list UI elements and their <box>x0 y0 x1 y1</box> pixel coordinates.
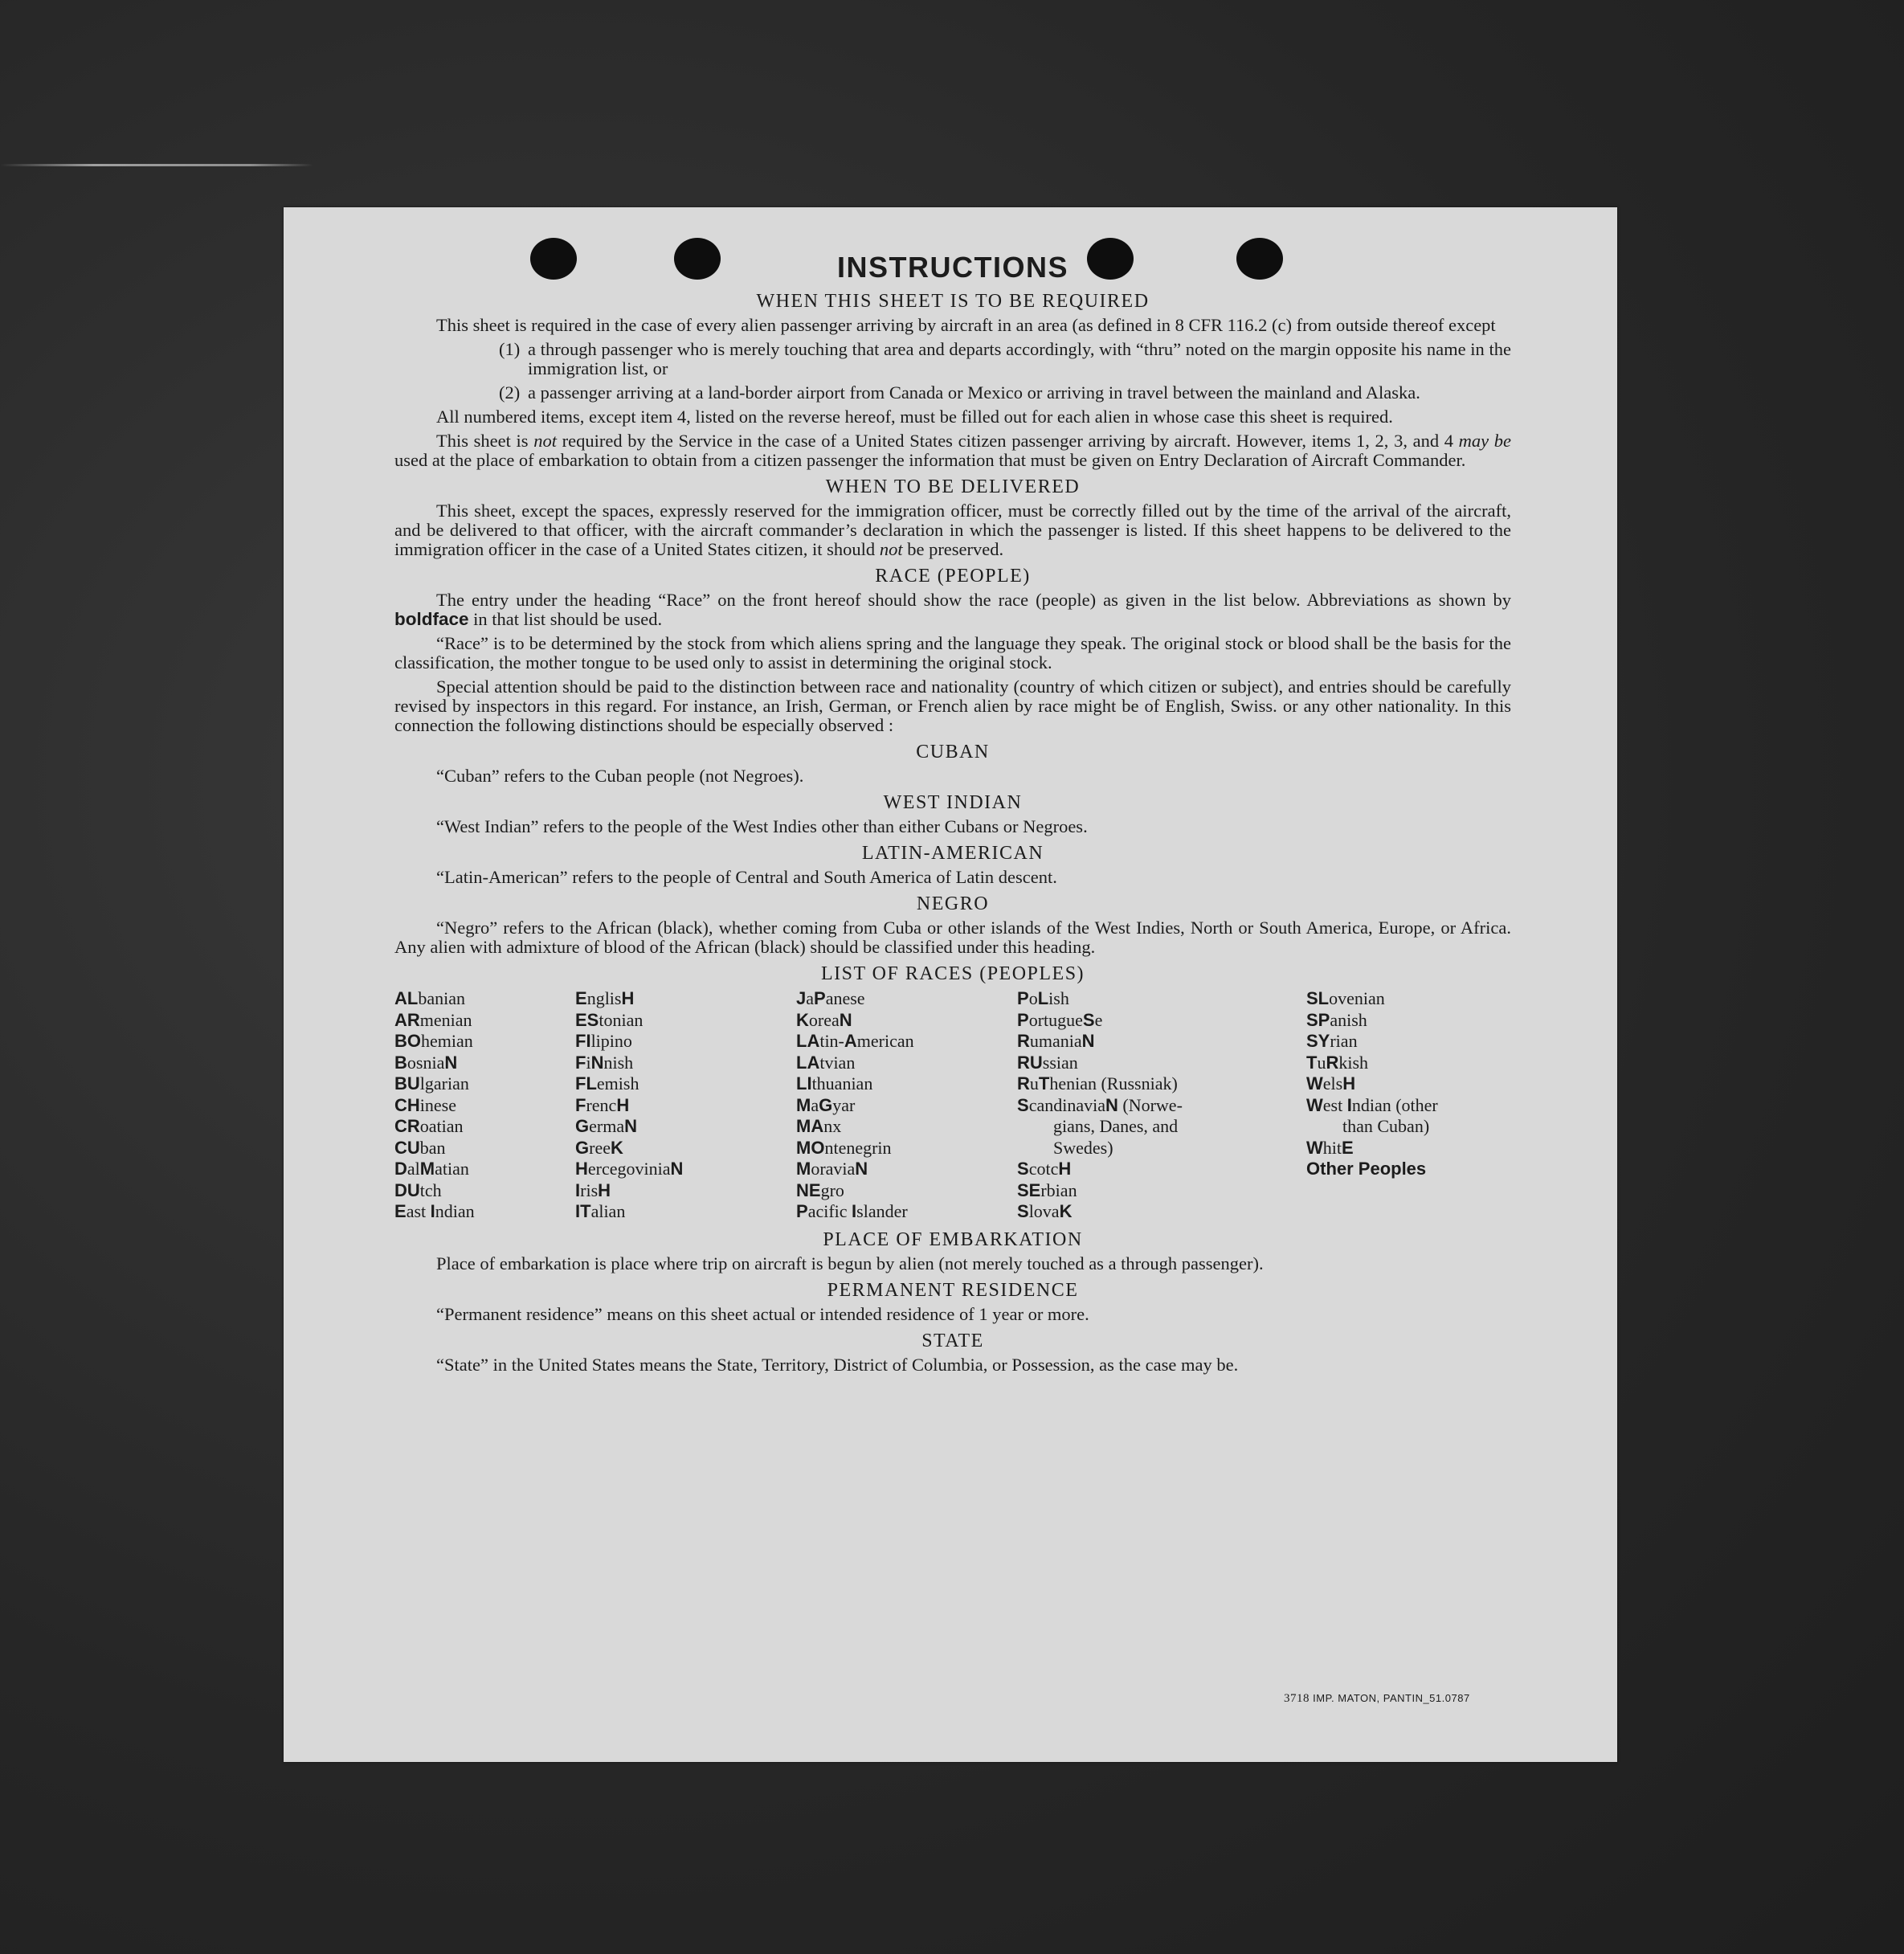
race-text: tonian <box>599 1009 644 1030</box>
race-entry <box>1017 1159 1306 1180</box>
section-heading-latin-american: LATIN-AMERICAN <box>861 843 1044 864</box>
race-text: candinavia <box>1028 1094 1105 1115</box>
race-abbreviation: M <box>796 1159 811 1179</box>
race-abbreviation: N <box>670 1159 684 1179</box>
text-run: be preserved. <box>907 539 1004 559</box>
race-abbreviation: T <box>1306 1052 1318 1073</box>
text-run: used at the place of embarkation to obtain from a citizen passenger the information that must be given on Entry Declaration of Aircraft Commander. <box>394 450 1466 470</box>
race-column <box>575 988 796 1223</box>
paragraph-west-indian: “West Indian” refers to the people of the West Indies other than either Cubans or Negroes. <box>436 816 1088 836</box>
race-entry <box>575 1116 796 1138</box>
race-abbreviation: K <box>796 1009 809 1030</box>
race-text: o <box>1028 988 1038 1008</box>
text-run: This sheet is <box>436 431 529 451</box>
paragraph-latin-american: “Latin-American” refers to the people of Central and South America of Latin descent. <box>436 867 1057 887</box>
race-entry <box>1306 988 1511 1010</box>
emphasis-may-be: may be <box>1458 431 1512 451</box>
printer-imprint: IMP. MATON, PANTIN_51.0787 <box>1313 1692 1470 1704</box>
race-abbreviation: FI <box>575 1031 591 1051</box>
race-text: slander <box>856 1201 908 1221</box>
race-entry <box>796 1180 1017 1202</box>
race-abbreviation: I <box>575 1179 581 1200</box>
race-abbreviation: IT <box>575 1201 591 1221</box>
race-entry <box>394 1010 575 1032</box>
race-abbreviation: CH <box>394 1094 420 1115</box>
race-abbreviation: MO <box>796 1137 825 1158</box>
race-entry <box>1017 1073 1306 1095</box>
race-entry <box>1306 1116 1511 1138</box>
race-text: lova <box>1028 1201 1060 1221</box>
race-entry <box>575 1201 796 1223</box>
race-entry <box>796 1031 1017 1053</box>
race-text: rian <box>1330 1031 1358 1051</box>
race-abbreviation: M <box>796 1094 811 1115</box>
race-entry <box>1017 1201 1306 1223</box>
race-abbreviation: FL <box>575 1073 597 1094</box>
section-heading-race: RACE (PEOPLE) <box>875 566 1031 587</box>
race-text: renc <box>586 1094 617 1115</box>
race-column <box>394 988 575 1223</box>
race-abbreviation: J <box>796 988 807 1008</box>
race-entry <box>796 1138 1017 1159</box>
race-text: rbian <box>1040 1179 1077 1200</box>
race-text: kish <box>1338 1052 1369 1073</box>
section-heading-cuban: CUBAN <box>916 742 990 762</box>
race-text: cotc <box>1028 1159 1059 1179</box>
race-entry <box>394 1116 575 1138</box>
section-heading-state: STATE <box>921 1330 984 1351</box>
race-text: est <box>1322 1094 1347 1115</box>
race-entry <box>1017 1180 1306 1202</box>
race-abbreviation: P <box>796 1201 808 1221</box>
race-entry <box>394 1031 575 1053</box>
race-abbreviation: R <box>1326 1052 1339 1073</box>
race-abbreviation: E <box>1342 1137 1354 1158</box>
race-entry <box>394 1138 575 1159</box>
race-abbreviation: S <box>1017 1159 1029 1179</box>
race-abbreviation: T <box>1038 1073 1050 1094</box>
race-entry <box>1306 1010 1511 1032</box>
race-abbreviation: P <box>1017 988 1029 1008</box>
race-text: umania <box>1029 1031 1082 1051</box>
race-text: ish <box>1048 988 1069 1008</box>
race-abbreviation: RU <box>1017 1052 1043 1073</box>
race-abbreviation: S <box>1017 1094 1029 1115</box>
race-text: lipino <box>590 1031 632 1051</box>
race-entry <box>1017 1116 1306 1138</box>
race-abbreviation: K <box>610 1137 623 1158</box>
race-abbreviation: SY <box>1306 1031 1330 1051</box>
paragraph-cuban: “Cuban” refers to the Cuban people (not Negroes). <box>436 766 804 786</box>
race-text: gro <box>820 1179 844 1200</box>
race-column <box>1306 988 1511 1223</box>
race-entry <box>796 1095 1017 1117</box>
item-text: a passenger arriving at a land-border airport from Canada or Mexico or arriving in travel between the mainland and Alaska. <box>528 382 1420 403</box>
race-entry <box>575 988 796 1010</box>
race-text: lgarian <box>419 1073 469 1094</box>
race-text: gians, Danes, and <box>1053 1116 1179 1136</box>
race-entry <box>575 1073 796 1095</box>
race-text: a <box>811 1094 819 1115</box>
race-entry <box>575 1031 796 1053</box>
race-text: hemian <box>421 1031 473 1051</box>
race-text: u <box>1029 1073 1039 1094</box>
race-text: ris <box>580 1179 599 1200</box>
race-entry <box>1306 1159 1511 1180</box>
race-abbreviation: BU <box>394 1073 420 1094</box>
race-text: than Cuban) <box>1342 1116 1430 1136</box>
film-scratch <box>0 164 313 166</box>
race-abbreviation: N <box>1081 1031 1095 1051</box>
section-heading-negro: NEGRO <box>916 893 990 914</box>
race-abbreviation: H <box>616 1094 630 1115</box>
race-text: emish <box>596 1073 639 1094</box>
race-text: els <box>1322 1073 1343 1094</box>
instructions-content <box>394 251 1511 1380</box>
paragraph-residence: “Permanent residence” means on this sheet actual or intended residence of 1 year or more. <box>436 1303 1089 1324</box>
race-text: (Norwe- <box>1117 1094 1183 1115</box>
section-heading-required: WHEN THIS SHEET IS TO BE REQUIRED <box>756 291 1150 312</box>
race-text: ntenegrin <box>824 1137 892 1158</box>
section-heading-delivered: WHEN TO BE DELIVERED <box>825 476 1081 497</box>
race-text: atian <box>435 1159 469 1179</box>
race-entry <box>1017 1053 1306 1074</box>
race-text: yar <box>832 1094 856 1115</box>
race-abbreviation: I <box>852 1201 857 1221</box>
race-abbreviation: D <box>394 1159 407 1179</box>
paragraph-race-entry <box>394 591 1511 629</box>
race-entry <box>796 1010 1017 1032</box>
text-run: in that list should be used. <box>473 609 663 629</box>
race-text: oatian <box>419 1116 464 1136</box>
race-text: nish <box>603 1052 634 1073</box>
form-footer <box>1284 1692 1470 1706</box>
paragraph-numbered-items: All numbered items, except item 4, listed on the reverse hereof, must be filled out for each alien in whose case this sheet is required. <box>436 407 1393 427</box>
race-entry <box>394 1095 575 1117</box>
race-abbreviation: N <box>855 1159 868 1179</box>
race-text: osnia <box>407 1052 445 1073</box>
race-abbreviation: N <box>1105 1094 1118 1115</box>
race-abbreviation: LI <box>796 1073 812 1094</box>
race-entry <box>394 1073 575 1095</box>
race-entry <box>1017 1010 1306 1032</box>
text-run: The entry under the heading “Race” on the front hereof should show the race (people) as given in the list below. Abbreviations as shown by <box>436 590 1511 610</box>
race-abbreviation: BO <box>394 1031 421 1051</box>
paragraph-required: This sheet is required in the case of every alien passenger arriving by aircraft in an area (as defined in 8 CFR 116.2 (c) from outside thereof except <box>436 315 1496 335</box>
race-abbreviation: K <box>1059 1201 1073 1221</box>
race-entry <box>1306 1095 1511 1117</box>
race-abbreviation: E <box>394 1201 407 1221</box>
section-heading-embarkation: PLACE OF EMBARKATION <box>823 1228 1083 1250</box>
race-abbreviation: W <box>1306 1137 1323 1158</box>
race-entry <box>796 1116 1017 1138</box>
item-text: a through passenger who is merely touching that area and departs accordingly, with “thru” noted on the margin opposite his name in the immigration list, or <box>528 339 1511 378</box>
race-abbreviation: H <box>1342 1073 1356 1094</box>
race-abbreviation: E <box>575 988 587 1008</box>
race-abbreviation: AL <box>394 988 419 1008</box>
race-entry <box>1017 1095 1306 1117</box>
race-abbreviation: CU <box>394 1137 420 1158</box>
race-abbreviation: N <box>839 1009 852 1030</box>
race-abbreviation: SP <box>1306 1009 1330 1030</box>
race-text: ree <box>589 1137 611 1158</box>
race-text: a <box>806 988 815 1008</box>
race-text: Swedes) <box>1053 1137 1113 1158</box>
race-abbreviation: R <box>1017 1073 1030 1094</box>
race-abbreviation: S <box>1082 1009 1095 1030</box>
race-abbreviation: H <box>575 1159 588 1179</box>
race-entry <box>394 988 575 1010</box>
race-text: anese <box>825 988 865 1008</box>
race-text: oravia <box>811 1159 856 1179</box>
race-entry <box>394 1180 575 1202</box>
race-text: orea <box>808 1009 840 1030</box>
paragraph-race-stock: “Race” is to be determined by the stock from which aliens spring and the language they speak. The original stock or blood shall be the basis for the classification, the mother tongue to be used only to assist in determining the original stock. <box>394 633 1511 672</box>
race-entry <box>1017 1031 1306 1053</box>
race-entry <box>1306 1138 1511 1159</box>
race-abbreviation: MA <box>796 1116 824 1136</box>
race-abbreviation: SE <box>1017 1179 1041 1200</box>
race-text: henian (Russniak) <box>1049 1073 1178 1094</box>
race-text: anish <box>1330 1009 1367 1030</box>
race-abbreviation: LA <box>796 1031 820 1051</box>
race-abbreviation: LA <box>796 1052 820 1073</box>
race-entry <box>394 1159 575 1180</box>
race-text: e <box>1094 1009 1103 1030</box>
race-text: ban <box>419 1137 446 1158</box>
race-entry <box>394 1053 575 1074</box>
race-text: erma <box>589 1116 625 1136</box>
race-abbreviation: G <box>575 1137 590 1158</box>
race-text: acific <box>807 1201 852 1221</box>
emphasis-not: not <box>533 431 557 451</box>
race-entry <box>796 1073 1017 1095</box>
race-abbreviation: N <box>444 1052 458 1073</box>
race-entry <box>796 1053 1017 1074</box>
race-text: menian <box>419 1009 472 1030</box>
paragraph-state: “State” in the United States means the State, Territory, District of Columbia, or Possession, as the case may be. <box>436 1354 1239 1375</box>
race-abbreviation: N <box>624 1116 637 1136</box>
race-abbreviation: H <box>1058 1159 1072 1179</box>
page-title: INSTRUCTIONS <box>837 251 1068 284</box>
race-entry <box>575 1180 796 1202</box>
race-entry <box>394 1201 575 1223</box>
race-entry <box>1306 1073 1511 1095</box>
paragraph-race-nationality: Special attention should be paid to the distinction between race and nationality (country of which citizen or subject), and entries should be carefully revised by inspectors in this regard. For instance, an Irish, German, or French alien by race might be of English, Swiss. or any other nationality. In this connection the following distinctions should be especially observed : <box>394 677 1511 735</box>
race-abbreviation: H <box>598 1179 611 1200</box>
form-number: 3718 <box>1284 1692 1310 1705</box>
race-abbreviation: H <box>621 988 635 1008</box>
race-entry <box>796 1159 1017 1180</box>
race-text: ssian <box>1042 1052 1078 1073</box>
item-number: (1) <box>499 339 521 359</box>
race-text: nglis <box>586 988 622 1008</box>
race-abbreviation: P <box>814 988 826 1008</box>
race-abbreviation: B <box>394 1052 407 1073</box>
section-heading-race-list: LIST OF RACES (PEOPLES) <box>820 963 1085 984</box>
race-entry <box>575 1053 796 1074</box>
race-abbreviation: I <box>1346 1094 1352 1115</box>
race-text: ortugue <box>1028 1009 1083 1030</box>
race-text: tch <box>419 1179 442 1200</box>
race-text: ast <box>406 1201 431 1221</box>
race-abbreviation: Other Peoples <box>1306 1159 1427 1179</box>
race-abbreviation: G <box>575 1116 590 1136</box>
race-abbreviation: M <box>419 1159 435 1179</box>
race-text: tvian <box>819 1052 856 1073</box>
race-text: tin- <box>819 1031 844 1051</box>
race-text: thuanian <box>811 1073 873 1094</box>
race-abbreviation: P <box>1017 1009 1029 1030</box>
race-text: merican <box>856 1031 914 1051</box>
section-heading-west-indian: WEST INDIAN <box>883 792 1023 813</box>
document-page <box>284 207 1617 1762</box>
race-abbreviation: G <box>819 1094 833 1115</box>
race-text: ndian <box>435 1201 475 1221</box>
race-abbreviation: ES <box>575 1009 599 1030</box>
section-heading-residence: PERMANENT RESIDENCE <box>827 1279 1079 1301</box>
race-entry <box>575 1010 796 1032</box>
text-run: This sheet, except the spaces, expressly reserved for the immigration officer, must be correctly filled out by the time of the arrival of the aircraft, and be delivered to that officer, with the aircraft commander’s declaration in which the passenger is listed. If this sheet happens to be delivered to the immigration officer in the case of a United States citizen, it should <box>394 501 1511 559</box>
item-number: (2) <box>499 382 521 403</box>
race-entry <box>575 1159 796 1180</box>
race-abbreviation: W <box>1306 1073 1323 1094</box>
exception-item-2 <box>394 383 1511 403</box>
race-abbreviation: NE <box>796 1179 821 1200</box>
race-abbreviation: L <box>1037 988 1049 1008</box>
race-abbreviation: R <box>1017 1031 1030 1051</box>
race-entry <box>1017 1138 1306 1159</box>
race-abbreviation: W <box>1306 1094 1323 1115</box>
race-entry <box>1306 1053 1511 1074</box>
race-entry <box>575 1138 796 1159</box>
race-abbreviation: I <box>430 1201 435 1221</box>
paragraph-embarkation: Place of embarkation is place where trip on aircraft is begun by alien (not merely touched as a through passenger). <box>436 1253 1264 1273</box>
text-run: required by the Service in the case of a United States citizen passenger arriving by aircraft. However, items 1, 2, 3, and 4 <box>562 431 1453 451</box>
race-text: u <box>1317 1052 1326 1073</box>
boldface-word: boldface <box>394 609 469 629</box>
race-abbreviation: A <box>844 1031 857 1051</box>
paragraph-delivered <box>394 501 1511 559</box>
race-abbreviation: CR <box>394 1116 420 1136</box>
race-text: banian <box>418 988 465 1008</box>
race-entry <box>575 1095 796 1117</box>
race-abbreviation: S <box>1017 1201 1029 1221</box>
race-abbreviation: DU <box>394 1179 420 1200</box>
race-abbreviation: F <box>575 1094 586 1115</box>
race-text: ndian (other <box>1351 1094 1438 1115</box>
race-entry <box>796 988 1017 1010</box>
exception-item-1 <box>394 340 1511 378</box>
race-entry <box>1306 1031 1511 1053</box>
race-text: ovenian <box>1329 988 1385 1008</box>
race-abbreviation: SL <box>1306 988 1330 1008</box>
race-text: ercegovinia <box>587 1159 671 1179</box>
race-text: nx <box>823 1116 842 1136</box>
race-text: alian <box>590 1201 626 1221</box>
race-text: inese <box>419 1094 456 1115</box>
race-entry <box>1017 988 1306 1010</box>
race-list <box>394 988 1511 1223</box>
race-entry <box>796 1201 1017 1223</box>
race-column <box>1017 988 1306 1223</box>
race-text: al <box>407 1159 420 1179</box>
paragraph-citizen <box>394 431 1511 470</box>
race-abbreviation: AR <box>394 1009 420 1030</box>
race-text: i <box>586 1052 591 1073</box>
race-abbreviation: N <box>590 1052 604 1073</box>
emphasis-not: not <box>879 539 903 559</box>
race-abbreviation: F <box>575 1052 586 1073</box>
paragraph-negro: “Negro” refers to the African (black), whether coming from Cuba or other islands of the West Indies, North or South America, Europe, or Africa. Any alien with admixture of blood of the African (black) should be classified under this heading. <box>394 918 1511 957</box>
race-column <box>796 988 1017 1223</box>
race-text: hit <box>1322 1137 1342 1158</box>
